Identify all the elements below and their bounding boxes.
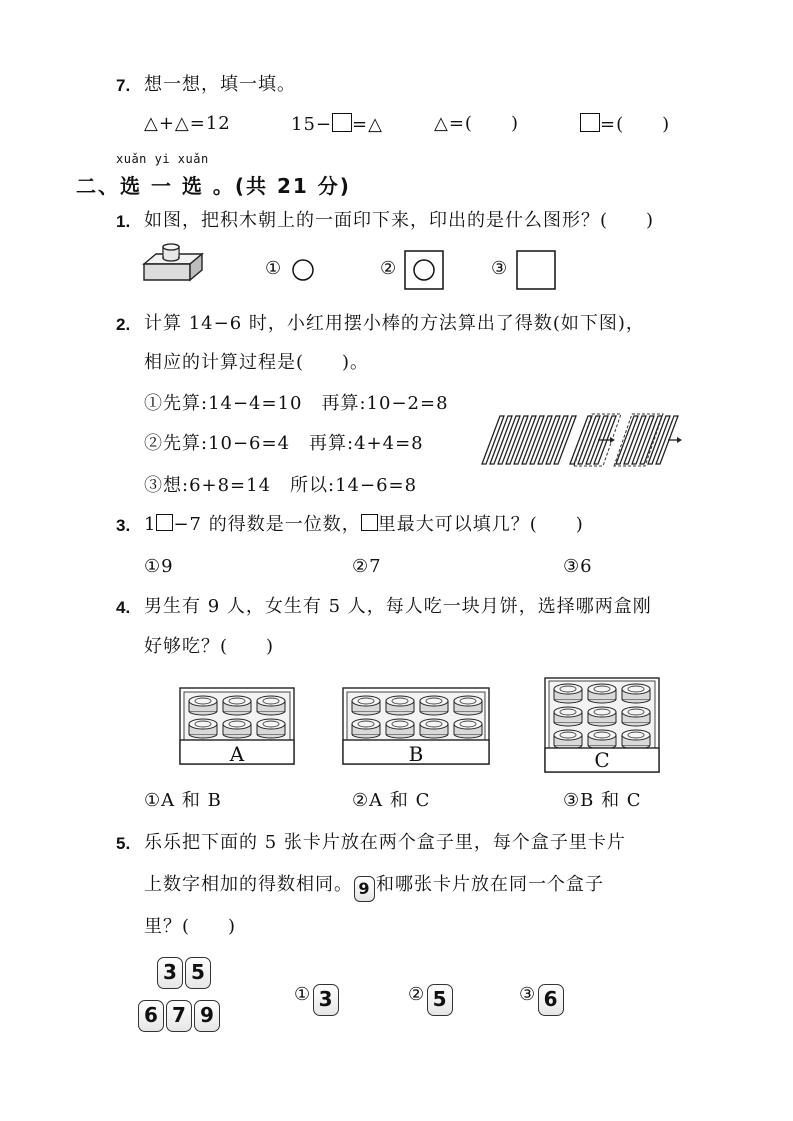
option-2[interactable]: ②7 <box>352 556 382 577</box>
number-card: 6 <box>138 1000 164 1032</box>
text-part: 1 <box>144 514 157 535</box>
equation-part: 15− <box>291 114 332 135</box>
square-blank <box>156 514 173 531</box>
box-label: B <box>408 742 424 766</box>
mooncake-icon <box>622 684 650 703</box>
option-label: ② <box>380 258 398 279</box>
square-blank <box>332 113 352 132</box>
question-text: 相应的计算过程是( )。 <box>144 352 370 373</box>
question-number: 7. <box>116 76 131 95</box>
block-figure <box>140 242 206 294</box>
option-1[interactable]: ①9 <box>144 556 174 577</box>
option-1[interactable]: ①先算:14−4=10 再算:10−2=8 <box>144 393 449 414</box>
option-3[interactable] <box>519 984 564 1016</box>
number-card: 5 <box>427 984 453 1016</box>
option-label: ① <box>294 984 312 1005</box>
option-2[interactable] <box>380 258 397 280</box>
answer-blank[interactable]: △=( ) <box>434 113 519 134</box>
option-3[interactable]: ③想:6+8=14 所以:14−6=8 <box>144 475 418 496</box>
mooncake-icon <box>189 719 217 738</box>
option-2[interactable]: ②A 和 C <box>352 790 431 811</box>
question-text: 里？( ) <box>144 916 237 937</box>
number-card: 3 <box>157 957 183 989</box>
question-text: 男生有 9 人，女生有 5 人，每人吃一块月饼，选择哪两盒刚 <box>144 596 652 617</box>
option-1[interactable] <box>294 984 339 1016</box>
sticks-figure <box>478 412 683 470</box>
equation <box>291 113 383 136</box>
mooncake-icon <box>223 696 251 715</box>
text-part: 上数字相加的得数相同。 <box>144 874 353 895</box>
number-card: 6 <box>538 984 564 1016</box>
answer-text: =( ) <box>600 114 671 135</box>
question-number: 5. <box>116 834 131 853</box>
option-2[interactable]: ②先算:10−6=4 再算:4+4=8 <box>144 433 424 454</box>
mooncake-icon <box>588 707 616 726</box>
text-part: 和哪张卡片放在同一个盒子 <box>376 874 604 895</box>
mooncake-icon <box>352 696 380 715</box>
mooncake-icon <box>622 730 650 749</box>
answer-blank[interactable] <box>580 113 670 136</box>
square-with-circle-icon <box>404 250 444 290</box>
mooncake-icon <box>257 719 285 738</box>
mooncake-icon <box>622 707 650 726</box>
box-label: A <box>229 742 245 766</box>
option-2[interactable] <box>408 984 453 1016</box>
square-blank <box>580 113 600 132</box>
mooncake-icon <box>223 719 251 738</box>
section-heading: 二、选 一 选 。(共 21 分) <box>76 174 351 198</box>
pinyin-annotation: xuǎn yi xuǎn <box>116 152 209 166</box>
option-3[interactable]: ③6 <box>563 556 593 577</box>
mooncake-icon <box>352 719 380 738</box>
square-icon <box>516 250 556 290</box>
mooncake-icon <box>386 696 414 715</box>
option-label: ② <box>408 984 426 1005</box>
equation: △+△=12 <box>144 113 231 134</box>
text-part: −7 的得数是一位数， <box>173 514 361 535</box>
mooncake-icon <box>554 684 582 703</box>
question-text: 想一想，填一填。 <box>144 74 296 95</box>
mooncake-icon <box>257 696 285 715</box>
option-label: ③ <box>519 984 537 1005</box>
card-row-top <box>157 957 211 989</box>
mooncake-icon <box>454 696 482 715</box>
mooncake-icon <box>554 707 582 726</box>
mooncake-icon <box>588 730 616 749</box>
question-text: 乐乐把下面的 5 张卡片放在两个盒子里，每个盒子里卡片 <box>144 832 626 853</box>
equation-part: =△ <box>352 114 383 135</box>
card-row-bottom <box>138 1000 220 1032</box>
question-number: 2. <box>116 315 131 334</box>
mooncake-icon <box>386 719 414 738</box>
circle-icon <box>290 258 316 282</box>
mooncake-icon <box>554 730 582 749</box>
option-1[interactable] <box>265 258 282 280</box>
mooncake-icon <box>454 719 482 738</box>
number-card: 7 <box>166 1000 192 1032</box>
option-1[interactable]: ①A 和 B <box>144 790 222 811</box>
question-text: 如图，把积木朝上的一面印下来，印出的是什么图形？( ) <box>144 210 655 231</box>
mooncake-icon <box>420 696 448 715</box>
question-number: 4. <box>116 598 131 617</box>
box-label: C <box>594 748 610 772</box>
mooncake-icon <box>189 696 217 715</box>
question-text: 好够吃？( ) <box>144 636 275 657</box>
number-card: 9 <box>354 876 375 902</box>
question-text <box>144 874 604 902</box>
number-card: 9 <box>194 1000 220 1032</box>
number-card: 5 <box>185 957 211 989</box>
text-part: 里最大可以填几？( ) <box>377 514 584 535</box>
question-text: 计算 14−6 时，小红用摆小棒的方法算出了得数(如下图)， <box>144 313 645 334</box>
question-text <box>144 514 584 536</box>
number-card: 3 <box>313 984 339 1016</box>
option-label: ① <box>265 258 283 279</box>
option-label: ③ <box>491 258 509 279</box>
square-blank <box>361 514 378 531</box>
question-number: 1. <box>116 212 131 231</box>
option-3[interactable]: ③B 和 C <box>563 790 642 811</box>
option-3[interactable] <box>491 258 508 280</box>
question-number: 3. <box>116 516 131 535</box>
mooncake-icon <box>420 719 448 738</box>
mooncake-icon <box>588 684 616 703</box>
